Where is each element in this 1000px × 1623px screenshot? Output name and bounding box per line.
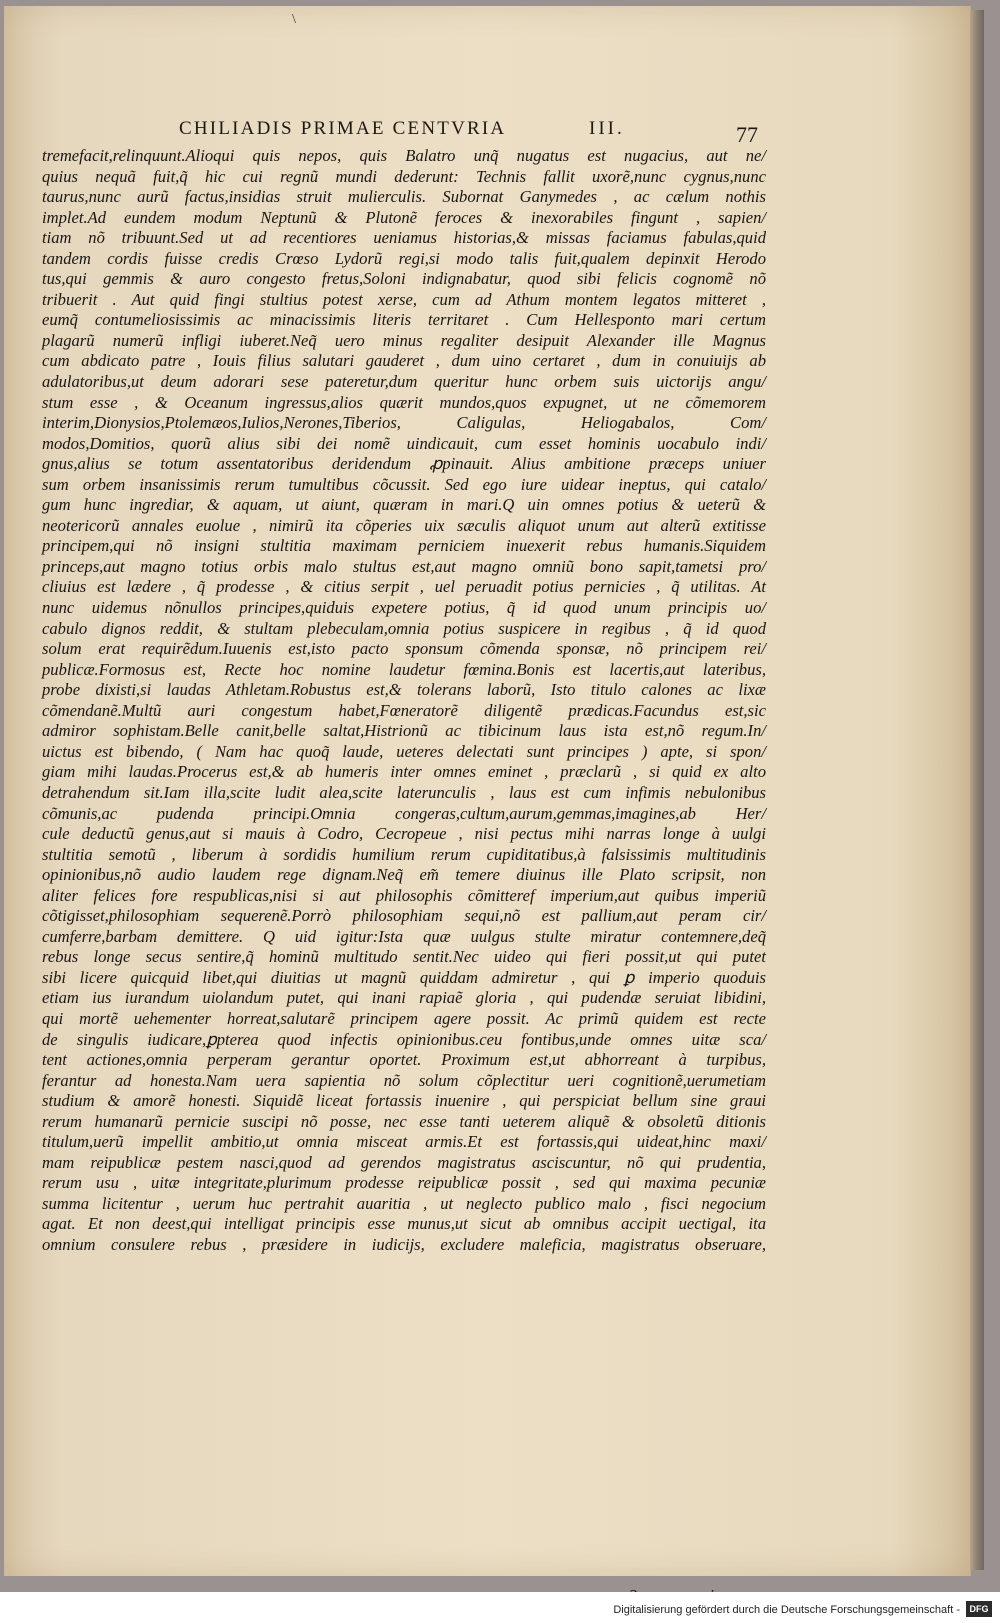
text-line: cliuius est lædere , q̃ prodesse , & citius serpit , uel peruadit potius pernicies , q̃ utilitas. At (42, 577, 766, 597)
text-line: etiam ius iurandum uiolandum putet, qui inani rapiaẽ gloria , qui pudendæ seruiat libidini, (42, 988, 766, 1008)
text-line: summa licitentur , uerum huc pertrahit auaritia , ut neglecto publico malo , fisci negocium (42, 1193, 766, 1213)
text-line: cõtigisset,philosophiam sequerenẽ.Porrò philosophiam sequi,nõ est pallium,aut peram cir/ (42, 906, 766, 926)
text-line: titulum,uerũ impellit ambitio,ut omnia misceat armis.Et est fortassis,qui uideat,hinc maxi/ (42, 1132, 766, 1152)
running-header (179, 118, 779, 144)
text-line: stultitia semotũ , liberum à sordidis humilium rerum cupiditatibus,à falsissimis multitudinis (42, 844, 766, 864)
text-line: tiam nõ tribuunt.Sed ut ad recentiores ueniamus historias,& missas faciamus fabulas,quid (42, 228, 766, 248)
text-line: cõmunis,ac pudenda principi.Omnia congeras,cultum,aurum,gemmas,imagines,ab Her/ (42, 803, 766, 823)
funding-credit: Digitalisierung gefördert durch die Deutsche Forschungsgemeinschaft - (613, 1604, 960, 1616)
text-line: stum esse , & Oceanum ingressus,alios quærit mundos,quos expugnet, ut ne cõmemorem (42, 392, 766, 412)
text-line: gnus,alius se totum assentatoribus deridendum ꝓpinauit. Alius ambitione præceps uniuer (42, 454, 766, 474)
text-line: tus,qui gemmis & auro congesto fretus,Soloni indignabatur, quod sibi felicis cognomẽ nõ (42, 269, 766, 289)
text-line: publicæ.Formosus est, Recte hoc nomine laudetur fœmina.Bonis est lacertis,aut lateribus, (42, 659, 766, 679)
text-line: quius nequã fuit,q̃ hic cui regnũ mundi dederunt: Technis fallit uxorẽ,nunc cygnus,nunc (42, 166, 766, 186)
fold-mark: \ (292, 12, 296, 27)
text-line: interim,Dionysios,Ptolemæos,Iulios,Nerones,Tiberios, Caligulas, Heliogabalos, Com/ (42, 413, 766, 433)
text-line: tribuerit . Aut quid fingi stultius potest xerse, cum ad Athum montem legatos mitteret , (42, 289, 766, 309)
century-number: III. (589, 118, 625, 139)
folio-number: 77 (736, 122, 758, 147)
footer-bar (0, 1592, 1000, 1623)
text-line: probe dixisti,si laudas Athletam.Robustus est,& tolerans laborũ, Isto titulo calones ac lixæ (42, 680, 766, 700)
text-line: detrahendum sit.Iam illa,scite ludit alea,scite laterunculis , laus est cum infimis nebulonibus (42, 782, 766, 802)
text-line: cõmendanẽ.Multũ auri congestum habet,Fœneratorẽ diligentẽ prædicas.Facundus est,sic (42, 700, 766, 720)
text-line: omnium consulere rebus , præsidere in iudicijs, excludere maleficia, magistratus obseruare, (42, 1234, 766, 1254)
dfg-logo: DFG (966, 1601, 992, 1617)
text-line: solum erat requirẽdum.Iuuenis est,isto pacto sponsum cõmenda sponsæ, nõ principem rei/ (42, 639, 766, 659)
text-line: uictus est bibendo, ( Nam hac quoq̃ laude, ueteres delectati sunt principes ) apte, si spon/ (42, 741, 766, 761)
text-line: modos,Domitios, quorũ alius sibi dei nomẽ uindicauit, cum esset hominis uocabulo indi/ (42, 433, 766, 453)
text-line: sum orbem insanissimis rerum tumultibus cõcussit. Sed ego iure uidear ineptus, qui catalo/ (42, 474, 766, 494)
text-line: qui mortẽ uehementer horreat,salutarẽ principem agere possit. Ac primũ quidem est recte (42, 1008, 766, 1028)
running-title: CHILIADIS PRIMAE CENTVRIA (179, 118, 507, 139)
text-line: princeps,aut magno totius orbis malo stultus est,aut magno omniũ bono sapit,tametsi pro/ (42, 556, 766, 576)
page-edge (970, 10, 984, 1570)
text-line: de singulis iudicare,ꝑpterea quod infectis opinionibus.ceu fontibus,unde omnes uitæ sca/ (42, 1029, 766, 1049)
text-line: studium & amorẽ honesti. Siquidẽ liceat fortassis inuenire , qui perspiciat bellum sine graui (42, 1091, 766, 1111)
text-line: tent actiones,omnia perperam gerantur oportet. Proximum est,ut abhorreant à turpibus, (42, 1050, 766, 1070)
text-line: cabulo dignos reddit, & stultam plebeculam,omnia potius suspicere in regibus , q̃ id quod (42, 618, 766, 638)
text-line: cumferre,barbam demittere. Q uid igitur:Ista quæ uulgus stulte miratur contemnere,deq̃ (42, 926, 766, 946)
text-line: neotericorũ annales euolue , nimirũ ita cõperies uix sæculis aliquot unum aut alterũ extitisse (42, 515, 766, 535)
text-line: principem,qui nõ insigni stultitia maximam perniciem inuexerit rebus humanis.Siquidem (42, 536, 766, 556)
text-line: cum abdicato patre , Iouis filius salutari gauderet , dum uino certaret , dum in conuiuijs ab (42, 351, 766, 371)
text-line: rerum humanarũ pernicie suscipi nõ posse, nec esse tanti ueterem aliquẽ & obsoletũ ditionis (42, 1111, 766, 1131)
text-line: giam mihi laudas.Procerus est,& ab humeris inter omnes eminet , præclarũ , si quid ex alto (42, 762, 766, 782)
text-line: sibi licere quicquid libet,qui diuitias ut magnũ quiddam admiretur , qui ꝑ imperio quoduis (42, 967, 766, 987)
text-line: cule deductũ genus,aut si mauis à Codro, Cecropeue , nisi pectus mihi narras longe à uulgi (42, 824, 766, 844)
text-line: mam reipublicæ pestem nasci,quod ad gerendos magistratus asciscuntur, nõ qui prudentia, (42, 1152, 766, 1172)
text-line: implet.Ad eundem modum Neptunũ & Plutonẽ feroces & inexorabiles fingunt , sapien/ (42, 207, 766, 227)
text-line: rebus longe secus sentire,q̃ hominũ multitudo sentit.Nec uideo qui fieri possit,ut qui putet (42, 947, 766, 967)
text-line: tremefacit,relinquunt.Alioqui quis nepos, quis Balatro unq̃ nugatus est nugacius, aut ne/ (42, 146, 766, 165)
text-line: rerum usu , uitæ integritate,plurimum prodesse reipublicæ possit , sed qui maxima pecuniæ (42, 1173, 766, 1193)
text-line: admiror sophistam.Belle canit,belle saltat,Histrionũ ac tibicinum laus ista est,nõ regum.In/ (42, 721, 766, 741)
text-line: tandem cordis fuisse credis Crœso Lydorũ regi,si modo talis fuit,qualem depinxit Herodo (42, 248, 766, 268)
text-line: nunc uidemus nõnullos principes,quiduis expetere potius, q̃ id quod unum principis uo/ (42, 598, 766, 618)
text-line: agat. Et non deest,qui intelligat principis esse munus,ut sicut ab omnibus accipit uectigal, ita (42, 1214, 766, 1234)
text-line: opinionibus,nõ audio laudem rege dignam.Neq̃ em̃ temere diuinus ille Plato scripsit, non (42, 865, 766, 885)
text-line: plagarũ numerũ infligi iuberet.Neq̃ uero minus regaliter desipuit Alexander ille Magnus (42, 330, 766, 350)
text-line: taurus,nunc aurũ factus,insidias struit mulierculis. Subornat Ganymedes , ac cælum nothis (42, 187, 766, 207)
text-line: ferantur ad honesta.Nam uera sapientia nõ solum cõplectitur ueri cognitionẽ,uerumetiam (42, 1070, 766, 1090)
book-page (4, 6, 971, 1576)
text-line: aliter felices fore respublicas,nisi si aut philosophis cõmitteref imperium,aut quibus imperiũ (42, 885, 766, 905)
body-text (42, 146, 766, 1256)
text-line: adulatoribus,ut deum adorari sese pateretur,dum queritur hunc orbem suis uictorijs angu/ (42, 372, 766, 392)
text-line: eumq̃ contumeliosissimis ac minacissimis literis territaret . Cum Hellesponto mari certum (42, 310, 766, 330)
text-line: gum hunc ingrediar, & aquam, ut aiunt, quæram in mari.Q uin omnes potius & ueterũ & (42, 495, 766, 515)
